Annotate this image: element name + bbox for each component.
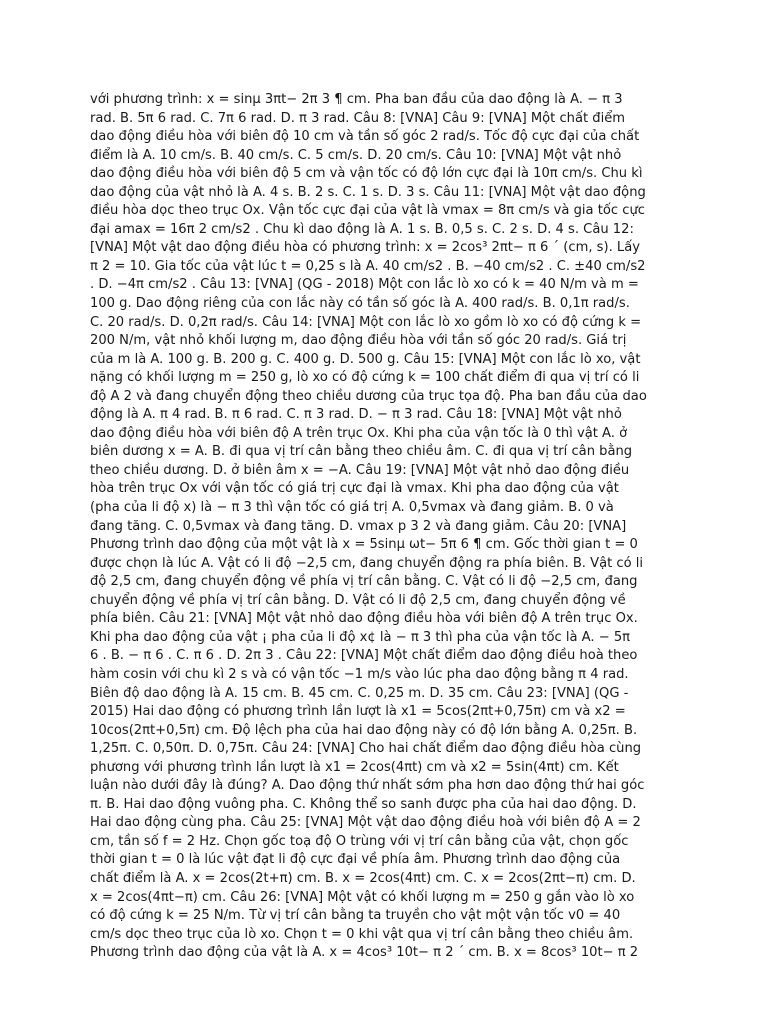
text-line: Hai dao động cùng pha. Câu 25: [VNA] Một vật dao động điều hoà với biên độ A = 2 <box>90 815 641 831</box>
text-line: điểm là A. 10 cm/s. B. 40 cm/s. C. 5 cm/s. D. 20 cm/s. Câu 10: [VNA] Một vật nhỏ <box>90 147 622 163</box>
text-line: dao động điều hòa với biên độ 10 cm và tần số góc 2 rad/s. Tốc độ cực đại của chất <box>90 129 640 145</box>
text-line: 200 N/m, vật nhỏ khối lượng m, dao động điều hòa với tần số góc 20 rad/s. Giá trị <box>90 333 627 349</box>
text-line: thời gian t = 0 là lúc vật đạt li độ cực đại về phía âm. Phương trình dao động của <box>90 852 621 868</box>
text-line: 6 . B. − π 6 . C. π 6 . D. 2π 3 . Câu 22: [VNA] Một chất điểm dao động điều hoà theo <box>90 648 638 664</box>
text-line: C. 20 rad/s. D. 0,2π rad/s. Câu 14: [VNA] Một con lắc lò xo gồm lò xo có độ cứng k = <box>90 314 642 330</box>
text-line: [VNA] Một vật dao động điều hòa có phương trình: x = 2cos³ 2πt− π 6 ´ (cm, s). Lấy <box>90 240 640 256</box>
text-line: luận nào dưới đây là đúng? A. Dao động thứ nhất sớm pha hơn dao động thứ hai góc <box>90 778 645 794</box>
text-line: độ 2,5 cm, đang chuyển động về phía vị trí cân bằng. C. Vật có li độ −2,5 cm, đang <box>90 574 638 590</box>
text-line: dao động của vật nhỏ là A. 4 s. B. 2 s. C. 1 s. D. 3 s. Câu 11: [VNA] Một vật dao động <box>90 184 646 200</box>
document-text <box>90 91 686 963</box>
text-line: được chọn là lúc A. Vật có li độ −2,5 cm, đang chuyển động ra phía biên. B. Vật có li <box>90 555 644 571</box>
text-line: dao động điều hòa với biên độ 5 cm và vận tốc có độ lớn cực đại là 10π cm/s. Chu kì <box>90 166 643 182</box>
text-line: 100 g. Dao động riêng của con lắc này có tần số góc là A. 400 rad/s. B. 0,1π rad/s. <box>90 296 630 312</box>
text-line: có độ cứng k = 25 N/m. Từ vị trí cân bằng ta truyền cho vật một vận tốc v0 = 40 <box>90 908 621 924</box>
text-line: Phương trình dao động của vật là A. x = 4cos³ 10t− π 2 ´ cm. B. x = 8cos³ 10t− π 2 <box>90 945 639 961</box>
text-line: hàm cosin với chu kì 2 s và có vận tốc −1 m/s vào lúc pha dao động bằng π 4 rad. <box>90 666 629 682</box>
text-line: hòa trên trục Ox với vận tốc có giá trị cực đại là vmax. Khi pha dao động của vật <box>90 481 619 497</box>
text-line: nặng có khối lượng m = 250 g, lò xo có độ cứng k = 100 chất điểm đi qua vị trí có li <box>90 370 640 386</box>
text-line: đang tăng. C. 0,5vmax và đang tăng. D. vmax p 3 2 và đang giảm. Câu 20: [VNA] <box>90 518 627 534</box>
text-line: Phương trình dao động của một vật là x = 5sinμ ωt− 5π 6 ¶ cm. Gốc thời gian t = 0 <box>90 537 638 553</box>
text-line: điều hòa dọc theo trục Ox. Vận tốc cực đại của vật là vmax = 8π cm/s và gia tốc cực <box>90 203 645 219</box>
text-line: phía biên. Câu 21: [VNA] Một vật nhỏ dao động điều hòa với biên độ A trên trục Ox. <box>90 611 638 627</box>
text-line: Khi pha dao động của vật ¡ pha của li độ x¢ là − π 3 thì pha của vận tốc là A. − 5π <box>90 629 631 645</box>
text-line: với phương trình: x = sinμ 3πt− 2π 3 ¶ cm. Pha ban đầu của dao động là A. − π 3 <box>90 92 623 107</box>
text-line: độ A 2 và đang chuyển động theo chiều dương của trục tọa độ. Pha ban đầu của dao <box>90 388 647 404</box>
text-line: dao động điều hòa với biên độ A trên trục Ox. Khi pha của vận tốc là 0 thì vật A. ở <box>90 425 628 441</box>
text-line: π. B. Hai dao động vuông pha. C. Không thể so sanh được pha của hai dao động. D. <box>90 796 637 812</box>
text-line: động là A. π 4 rad. B. π 6 rad. C. π 3 rad. D. − π 3 rad. Câu 18: [VNA] Một vật nhỏ <box>90 407 622 423</box>
text-line: biên dương x = A. B. đi qua vị trí cân bằng theo chiều âm. C. đi qua vị trí cân bằng <box>90 444 633 460</box>
text-line: π 2 = 10. Gia tốc của vật lúc t = 0,25 s là A. 40 cm/s2 . B. −40 cm/s2 . C. ±40 cm/s2 <box>90 258 646 274</box>
text-line: chuyển động về phía vị trí cân bằng. D. Vật có li độ 2,5 cm, đang chuyển động về <box>90 592 626 608</box>
text-line: theo chiều dương. D. ở biên âm x = −A. Câu 19: [VNA] Một vật nhỏ dao động điều <box>90 462 630 478</box>
text-line: 1,25π. C. 0,50π. D. 0,75π. Câu 24: [VNA] Cho hai chất điểm dao động điều hòa cùng <box>90 741 642 757</box>
text-line: phương với phương trình lần lượt là x1 = 2cos(4πt) cm và x2 = 5sin(4πt) cm. Kết <box>90 759 619 775</box>
text-line: 10cos(2πt+0,5π) cm. Độ lệch pha của hai dao động này có độ lớn bằng A. 0,25π. B. <box>90 722 638 738</box>
text-line: rad. B. 5π 6 rad. C. 7π 6 rad. D. π 3 rad. Câu 8: [VNA] Câu 9: [VNA] Một chất điểm <box>90 110 626 126</box>
text-line: . D. −4π cm/s2 . Câu 13: [VNA] (QG - 2018) Một con lắc lò xo có k = 40 N/m và m = <box>90 277 639 293</box>
text-line: cm/s dọc theo trục của lò xo. Chọn t = 0 khi vật qua vị trí cân bằng theo chiều âm. <box>90 926 634 942</box>
text-line: cm, tần số f = 2 Hz. Chọn gốc toạ độ O trùng với vị trí cân bằng của vật, chọn gốc <box>90 833 629 849</box>
text-line: của m là A. 100 g. B. 200 g. C. 400 g. D. 500 g. Câu 15: [VNA] Một con lắc lò xo, vật <box>90 351 641 367</box>
text-line: (pha của li độ x) là − π 3 thì vận tốc có giá trị A. 0,5vmax và đang giảm. B. 0 và <box>90 500 614 516</box>
text-line: chất điểm là A. x = 2cos(2t+π) cm. B. x = 2cos(4πt) cm. C. x = 2cos(2πt−π) cm. D. <box>90 870 636 886</box>
text-line: 2015) Hai dao động có phương trình lần lượt là x1 = 5cos(2πt+0,75π) cm và x2 = <box>90 704 626 720</box>
text-line: đại amax = 16π 2 cm/s2 . Chu kì dao động là A. 1 s. B. 0,5 s. C. 2 s. D. 4 s. Câu 12: <box>90 221 634 237</box>
text-line: x = 2cos(4πt−π) cm. Câu 26: [VNA] Một vật có khối lượng m = 250 g gắn vào lò xo <box>90 889 635 905</box>
text-line: Biên độ dao động là A. 15 cm. B. 45 cm. C. 0,25 m. D. 35 cm. Câu 23: [VNA] (QG - <box>90 685 629 701</box>
